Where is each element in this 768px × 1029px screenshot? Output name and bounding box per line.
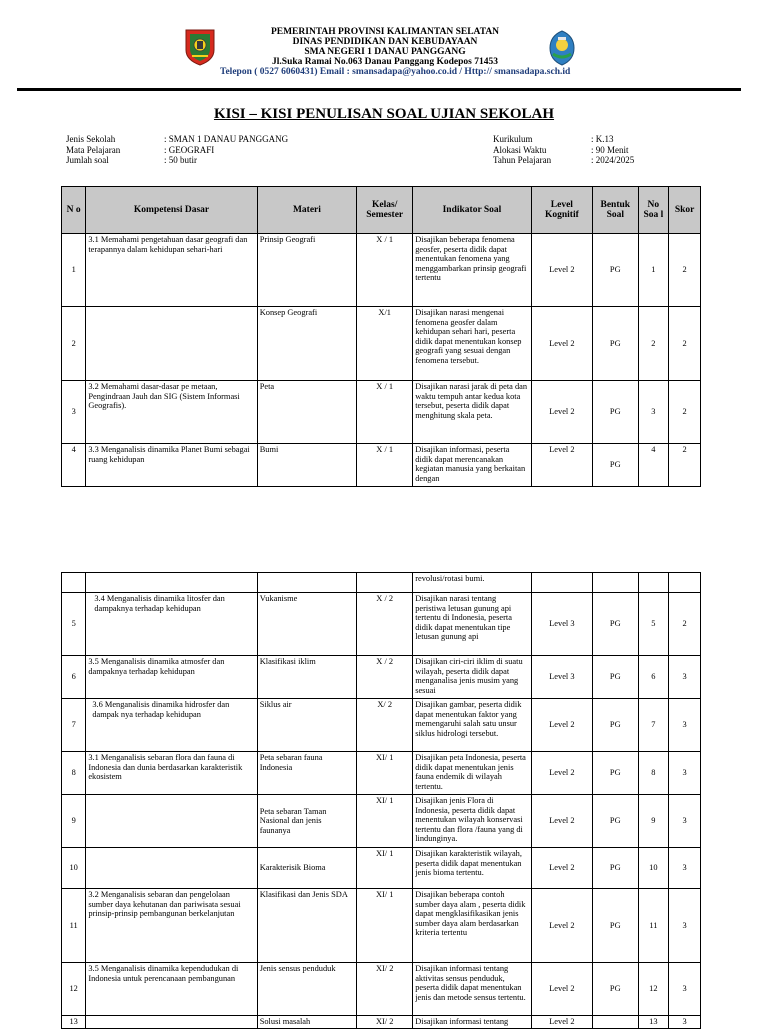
cell-materi: Peta sebaran fauna Indonesia <box>257 752 356 795</box>
col-header-materi: Materi <box>257 187 356 234</box>
cell-nosoal: 7 <box>638 699 669 752</box>
table-header-row <box>62 187 701 234</box>
letterhead-line-4: Jl.Suka Ramai No.063 Danau Panggang Kodepos 71453 <box>272 57 498 67</box>
cell-materi: Prinsip Geografi <box>257 234 356 307</box>
cell-kelas: X / 1 <box>357 234 413 307</box>
cell-kelas: XI/ 1 <box>357 848 413 889</box>
cell-nosoal: 5 <box>638 593 669 656</box>
cell-level: Level 2 <box>531 444 592 487</box>
cell-kelas: XI/ 2 <box>357 963 413 1016</box>
col-header-kd: Kompetensi Dasar <box>86 187 257 234</box>
cell-indikator: Disajikan peta Indonesia, peserta didik dapat menentukan jenis fauna endemik di wilayah tertentu. <box>413 752 531 795</box>
cell-kd: 3.2 Menganalisis sebaran dan pengelolaan sumber daya kehutanan dan pariwisata sesuai prinsip-prinsip pembangunan berkelanjutan <box>86 889 257 963</box>
info-label: Mata Pelajaran <box>66 144 121 155</box>
cell-indikator: Disajikan informasi tentang aktivitas sensus penduduk, peserta didik dapat menentukan jenis dan metode sensus tertentu. <box>413 963 531 1016</box>
cell-kelas: X / 1 <box>357 444 413 487</box>
letterhead-line-2: DINAS PENDIDIKAN DAN KEBUDAYAAN <box>292 37 478 47</box>
info-label: Kurikulum <box>493 134 533 144</box>
cell-level: Level 2 <box>531 795 592 848</box>
document-title: KISI – KISI PENULISAN SOAL UJIAN SEKOLAH <box>213 106 555 122</box>
cell-bentuk <box>593 573 638 593</box>
cell-level: Level 2 <box>531 889 592 963</box>
cell-bentuk: PG <box>593 795 638 848</box>
cell-indikator: Disajikan jenis Flora di Indonesia, peserta didik dapat menentukan wilayah konservasi tertentu dan flora /fauna yang di lindunginya. <box>413 795 531 848</box>
cell-indikator: Disajikan karakteristik wilayah, peserta didik dapat menentukan jenis bioma tertentu. <box>413 848 531 889</box>
cell-level: Level 2 <box>531 699 592 752</box>
col-header-level: Level Kognitif <box>531 187 592 234</box>
cell-kelas: XI/ 1 <box>357 889 413 963</box>
cell-nosoal <box>638 573 669 593</box>
cell-level: Level 2 <box>531 848 592 889</box>
table-row <box>62 963 701 1016</box>
cell-kd <box>86 307 257 381</box>
cell-bentuk: PG <box>593 307 638 381</box>
cell-kd: 3.1 Menganalisis sebaran flora dan fauna di Indonesia dan dunia berdasarkan karakteristik ekosistem <box>86 752 257 795</box>
cell-level: Level 2 <box>531 307 592 381</box>
cell-kd: 3.1 Memahami pengetahuan dasar geografi dan terapannya dalam kehidupan sehari-hari <box>86 234 257 307</box>
cell-indikator: Disajikan narasi jarak di peta dan waktu tempuh antar kedua kota tersebut, peserta didik dapat menghitung skala peta. <box>413 381 531 444</box>
cell-materi: Bumi <box>257 444 356 487</box>
letterhead-line-3: SMA NEGERI 1 DANAU PANGGANG <box>304 47 466 57</box>
letterhead-rule <box>17 88 741 91</box>
table-row <box>62 795 701 848</box>
cell-materi: Peta sebaran Taman Nasional dan jenis faunanya <box>257 795 356 848</box>
cell-kd: 3.5 Menganalisis dinamika atmosfer dan dampaknya terhadap kehidupan <box>86 656 257 699</box>
info-value: : 50 butir <box>164 155 197 165</box>
cell-no: 1 <box>62 234 86 307</box>
cell-level: Level 2 <box>531 381 592 444</box>
cell-indikator: Disajikan beberapa fenomena geosfer, peserta didik dapat menentukan fenomena yang menggambarkan prinsip geografi tertentu <box>413 234 531 307</box>
cell-kd <box>86 795 257 848</box>
cell-kd <box>86 848 257 889</box>
info-row <box>493 134 634 145</box>
cell-bentuk <box>593 1016 638 1029</box>
table-row <box>62 889 701 963</box>
cell-kd: 3.4 Menganalisis dinamika litosfer dan dampaknya terhadap kehidupan <box>86 593 257 656</box>
col-header-bentuk: Bentuk Soal <box>593 187 638 234</box>
cell-level: Level 2 <box>531 963 592 1016</box>
col-header-skor: Skor <box>669 187 701 234</box>
cell-nosoal: 13 <box>638 1016 669 1029</box>
letterhead-line-1: PEMERINTAH PROVINSI KALIMANTAN SELATAN <box>270 27 500 37</box>
cell-skor <box>669 573 701 593</box>
cell-nosoal: 12 <box>638 963 669 1016</box>
cell-bentuk: PG <box>593 656 638 699</box>
cell-no: 4 <box>62 444 86 487</box>
cell-no: 6 <box>62 656 86 699</box>
cell-no: 7 <box>62 699 86 752</box>
cell-skor: 3 <box>669 699 701 752</box>
cell-indikator: Disajikan gambar, peserta didik dapat menentukan faktor yang memengaruhi salah satu unsur siklus hidrologi tersebut. <box>413 699 531 752</box>
table-row <box>62 381 701 444</box>
cell-no: 11 <box>62 889 86 963</box>
cell-bentuk: PG <box>593 381 638 444</box>
cell-materi: Klasifikasi iklim <box>257 656 356 699</box>
cell-nosoal: 10 <box>638 848 669 889</box>
cell-skor: 3 <box>669 795 701 848</box>
info-label: Alokasi Waktu <box>493 144 547 155</box>
cell-skor: 2 <box>669 307 701 381</box>
cell-materi: Siklus air <box>257 699 356 752</box>
cell-skor: 3 <box>669 848 701 889</box>
cell-bentuk: PG <box>593 234 638 307</box>
cell-bentuk: PG <box>593 444 638 487</box>
cell-nosoal: 9 <box>638 795 669 848</box>
letterhead-contact: Telepon ( 0527 6060431) Email : smansadapa@yahoo.co.id / Http:// smansadapa.sch.id <box>220 67 571 77</box>
cell-nosoal: 6 <box>638 656 669 699</box>
cell-nosoal: 8 <box>638 752 669 795</box>
info-label: Jumlah soal <box>66 155 109 165</box>
cell-indikator: Disajikan beberapa contoh sumber daya alam , peserta didik dapat mengklasifikasikan jenis sumber daya alam berdasarkan kriteria tertentu <box>413 889 531 963</box>
cell-bentuk: PG <box>593 889 638 963</box>
cell-bentuk: PG <box>593 699 638 752</box>
cell-indikator: Disajikan narasi mengenai fenomena geosfer dalam kehidupan sehari hari, peserta didik dapat menentukan konsep geografi yang sesuai dengan fenomena tersebut. <box>413 307 531 381</box>
info-row <box>493 145 634 156</box>
table-row <box>62 699 701 752</box>
cell-level <box>531 573 592 593</box>
cell-no: 8 <box>62 752 86 795</box>
provincial-crest-icon <box>184 28 216 66</box>
col-header-kelas: Kelas/ Semester <box>357 187 413 234</box>
cell-no <box>62 573 86 593</box>
cell-materi: Peta <box>257 381 356 444</box>
col-header-nosoal: No Soa l <box>638 187 669 234</box>
cell-materi: Karakterisik Bioma <box>257 848 356 889</box>
info-value: : K.13 <box>591 134 614 144</box>
cell-no: 13 <box>62 1016 86 1029</box>
cell-no: 10 <box>62 848 86 889</box>
cell-materi: Klasifikasi dan Jenis SDA <box>257 889 356 963</box>
cell-kelas: XI/ 1 <box>357 795 413 848</box>
info-row <box>66 134 288 145</box>
cell-kd <box>86 573 257 593</box>
cell-skor: 3 <box>669 963 701 1016</box>
cell-no: 9 <box>62 795 86 848</box>
info-value: : 90 Menit <box>591 144 629 155</box>
cell-skor: 2 <box>669 593 701 656</box>
table-row <box>62 573 701 593</box>
cell-indikator: Disajikan informasi tentang <box>413 1016 531 1029</box>
cell-indikator: revolusi/rotasi bumi. <box>413 573 531 593</box>
cell-bentuk: PG <box>593 593 638 656</box>
cell-skor: 2 <box>669 444 701 487</box>
table-row <box>62 234 701 307</box>
cell-skor: 2 <box>669 234 701 307</box>
info-right-block <box>493 134 634 166</box>
table-row <box>62 593 701 656</box>
info-row <box>66 145 288 156</box>
cell-kelas: X / 2 <box>357 656 413 699</box>
cell-nosoal: 3 <box>638 381 669 444</box>
cell-kelas: X / 2 <box>357 593 413 656</box>
cell-bentuk: PG <box>593 963 638 1016</box>
cell-skor: 3 <box>669 656 701 699</box>
letterhead <box>0 0 768 92</box>
col-header-indikator: Indikator Soal <box>413 187 531 234</box>
cell-skor: 3 <box>669 1016 701 1029</box>
cell-kd: 3.6 Menganalisis dinamika hidrosfer dan dampak nya terhadap kehidupan <box>86 699 257 752</box>
letterhead-text <box>220 27 571 77</box>
info-row <box>493 155 634 166</box>
cell-materi: Vukanisme <box>257 593 356 656</box>
cell-materi: Jenis sensus penduduk <box>257 963 356 1016</box>
kisi-table-page-2 <box>61 572 701 1029</box>
table-row <box>62 307 701 381</box>
cell-nosoal: 2 <box>638 307 669 381</box>
cell-materi: Konsep Geografi <box>257 307 356 381</box>
cell-no: 2 <box>62 307 86 381</box>
table-row <box>62 752 701 795</box>
info-value: : GEOGRAFI <box>164 144 215 155</box>
cell-skor: 2 <box>669 381 701 444</box>
cell-indikator: Disajikan ciri-ciri iklim di suatu wilayah, peserta didik dapat menganalisa jenis musim yang sesuai <box>413 656 531 699</box>
cell-no: 5 <box>62 593 86 656</box>
cell-nosoal: 11 <box>638 889 669 963</box>
cell-kd: 3.3 Menganalisis dinamika Planet Bumi sebagai ruang kehidupan <box>86 444 257 487</box>
cell-kd: 3.5 Menganalisis dinamika kependudukan di Indonesia untuk perencanaan pembangunan <box>86 963 257 1016</box>
info-label: Jenis Sekolah <box>66 134 116 144</box>
cell-kelas <box>357 573 413 593</box>
cell-bentuk: PG <box>593 848 638 889</box>
cell-bentuk: PG <box>593 752 638 795</box>
cell-nosoal: 1 <box>638 234 669 307</box>
table-row <box>62 848 701 889</box>
cell-level: Level 2 <box>531 1016 592 1029</box>
info-value: : SMAN 1 DANAU PANGGANG <box>164 134 289 144</box>
cell-no: 3 <box>62 381 86 444</box>
cell-level: Level 2 <box>531 234 592 307</box>
cell-indikator: Disajikan narasi tentang peristiwa letusan gunung api tertentu di Indonesia, peserta didik dapat menentukan tipe letusan gunung api <box>413 593 531 656</box>
info-row <box>66 155 288 166</box>
table-row <box>62 656 701 699</box>
cell-nosoal: 4 <box>638 444 669 487</box>
cell-skor: 3 <box>669 752 701 795</box>
table-row <box>62 444 701 487</box>
cell-skor: 3 <box>669 889 701 963</box>
col-header-no: N o <box>62 187 86 234</box>
cell-kelas: X/ 2 <box>357 699 413 752</box>
cell-kd <box>86 1016 257 1029</box>
info-left-block <box>66 134 288 166</box>
cell-level: Level 3 <box>531 593 592 656</box>
cell-indikator: Disajikan informasi, peserta didik dapat merencanakan kegiatan manusia yang berkaitan dengan <box>413 444 531 487</box>
cell-kelas: X/1 <box>357 307 413 381</box>
kisi-table-page-1 <box>61 186 701 487</box>
cell-level: Level 2 <box>531 752 592 795</box>
cell-kelas: XI/ 2 <box>357 1016 413 1029</box>
info-label: Tahun Pelajaran <box>493 155 552 165</box>
cell-materi: Solusi masalah <box>257 1016 356 1029</box>
cell-materi <box>257 573 356 593</box>
cell-kelas: XI/ 1 <box>357 752 413 795</box>
info-value: : 2024/2025 <box>591 155 635 165</box>
cell-kelas: X / 1 <box>357 381 413 444</box>
regency-emblem-icon <box>548 30 576 66</box>
cell-kd: 3.2 Memahami dasar-dasar pe metaan, Pengindraan Jauh dan SIG (Sistem Informasi Geografis). <box>86 381 257 444</box>
table-row <box>62 1016 701 1029</box>
cell-no: 12 <box>62 963 86 1016</box>
cell-level: Level 3 <box>531 656 592 699</box>
